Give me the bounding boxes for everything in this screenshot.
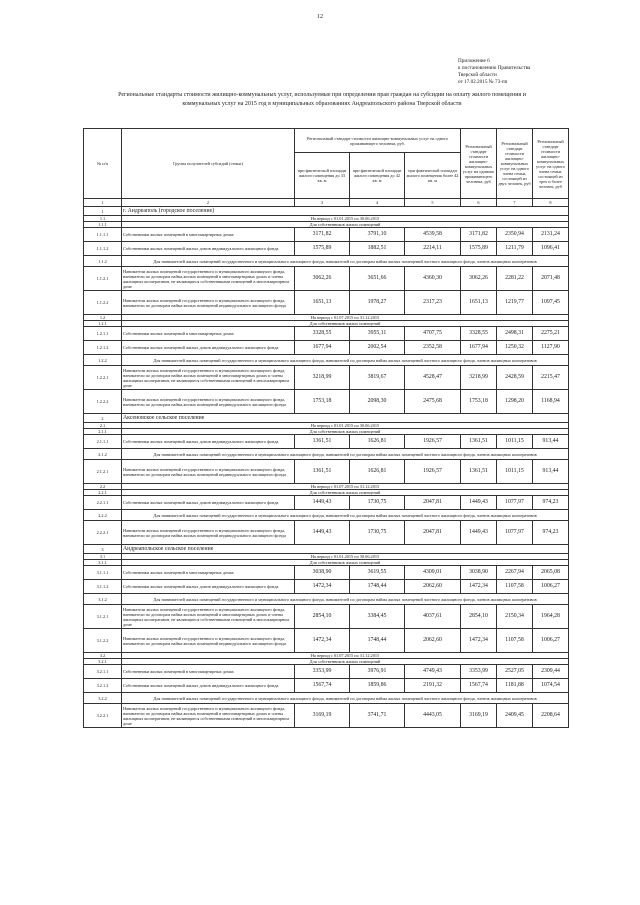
section-label: Для собственников жилых помещений xyxy=(122,490,569,496)
standard-value: 1626,81 xyxy=(350,435,405,449)
standard-value: 1926,57 xyxy=(405,460,461,484)
table-row xyxy=(84,693,569,704)
row-number: 1.2.1.2 xyxy=(84,341,122,355)
row-number: 2.2.1 xyxy=(84,490,122,496)
period-label: На период с 01.07.2015 по 31.12.2015 xyxy=(122,484,569,490)
standard-value: 1567,74 xyxy=(295,679,350,693)
standard-value: 4037,61 xyxy=(405,605,461,629)
row-number: 1.2.2.2 xyxy=(84,390,122,414)
tenant-note: Для нанимателей жилых помещений государственного и муниципального жилищного фонда, нанимателей по договорам найма жилых помещений частного жилищного фонда, членов жилищных кооперативов xyxy=(122,510,569,521)
standard-value: 1449,43 xyxy=(295,496,350,510)
standard-value: 974,23 xyxy=(533,496,569,510)
standard-value: 2428,59 xyxy=(497,366,533,390)
standard-value: 4539,58 xyxy=(405,228,461,242)
column-number: 3 xyxy=(295,199,350,207)
standard-value: 2208,64 xyxy=(533,704,569,728)
appendix-line: от 17.02.2015 № 73-пп xyxy=(458,79,508,85)
header-two: Региональный стандарт стоимости жилищно-коммунальных услуг на одного члена семьи, состоящей из двух человек, руб xyxy=(497,129,533,199)
row-number: 3.2.1 xyxy=(84,659,122,665)
standard-value: 1575,89 xyxy=(295,242,350,256)
municipality-name: г. Андреаполь (городское поселение) xyxy=(122,207,569,216)
period-label: На период с 01.01.2015 по 30.06.2015 xyxy=(122,423,569,429)
standard-value: 1361,51 xyxy=(461,435,497,449)
header-area-42: при фактической площади жилого помещения до 42 кв. м xyxy=(350,153,405,199)
standard-value: 1748,44 xyxy=(350,580,405,594)
page-number: 12 xyxy=(317,14,323,20)
recipient-group: Собственники жилых помещений жилых домов индивидуального жилищного фонда xyxy=(122,341,295,355)
standard-value: 1651,13 xyxy=(461,291,497,315)
table-body xyxy=(84,207,569,728)
row-number: 2.1.1 xyxy=(84,429,122,435)
recipient-group: Наниматели жилых помещений государственного и муниципального жилищного фонда, наниматели по договорам найма жилых помещений индивидуального жилищного фонда xyxy=(122,460,295,484)
standard-value: 1472,34 xyxy=(295,629,350,653)
standard-value: 1361,51 xyxy=(295,460,350,484)
standard-value: 1107,58 xyxy=(497,629,533,653)
standard-value: 3038,90 xyxy=(295,566,350,580)
standard-value: 1219,77 xyxy=(497,291,533,315)
column-number: 8 xyxy=(533,199,569,207)
standard-value: 3169,19 xyxy=(461,704,497,728)
table-row xyxy=(84,366,569,390)
standard-value: 1753,18 xyxy=(295,390,350,414)
row-number: 2.2.2 xyxy=(84,510,122,521)
tenant-note: Для нанимателей жилых помещений государственного и муниципального жилищного фонда, нанимателей по договорам найма жилых помещений частного жилищного фонда, членов жилищных кооперативов xyxy=(122,449,569,460)
standard-value: 1298,20 xyxy=(497,390,533,414)
recipient-group: Наниматели жилых помещений государственного и муниципального жилищного фонда, наниматели по договорам найма жилых помещений в многоквартирных домах и члены жилищных кооперативов, не являющиеся собственниками помещений в многоквартирном доме xyxy=(122,366,295,390)
table-row xyxy=(84,521,569,545)
period-label: На период с 01.01.2015 по 30.06.2015 xyxy=(122,216,569,222)
standard-value: 2350,94 xyxy=(497,228,533,242)
standard-value: 2191,32 xyxy=(405,679,461,693)
table-row xyxy=(84,291,569,315)
row-number: 3.2 xyxy=(84,653,122,659)
standard-value: 4707,75 xyxy=(405,327,461,341)
table-row xyxy=(84,242,569,256)
column-number: 1 xyxy=(84,199,122,207)
table-row xyxy=(84,629,569,653)
recipient-group: Собственники жилых помещений в многоквартирных домах xyxy=(122,566,295,580)
table-row xyxy=(84,414,569,423)
recipient-group: Наниматели жилых помещений государственного и муниципального жилищного фонда, наниматели по договорам найма жилых помещений индивидуального жилищного фонда xyxy=(122,521,295,545)
recipient-group: Собственники жилых помещений в многоквартирных домах xyxy=(122,665,295,679)
standard-value: 1449,43 xyxy=(461,521,497,545)
standard-value: 3062,26 xyxy=(461,267,497,291)
standard-value: 3955,11 xyxy=(350,327,405,341)
appendix-block xyxy=(458,58,530,86)
standard-value: 3353,99 xyxy=(295,665,350,679)
standard-value: 1361,51 xyxy=(295,435,350,449)
row-number: 3 xyxy=(84,545,122,554)
period-label: На период с 01.07.2015 по 31.12.2015 xyxy=(122,315,569,321)
tenant-note: Для нанимателей жилых помещений государственного и муниципального жилищного фонда, нанимателей по договорам найма жилых помещений частного жилищного фонда, членов жилищных кооперативов xyxy=(122,693,569,704)
table-row xyxy=(84,510,569,521)
column-number: 4 xyxy=(350,199,405,207)
table-row xyxy=(84,207,569,216)
standard-value: 3171,82 xyxy=(295,228,350,242)
document-title xyxy=(92,91,552,109)
row-number: 2.2.2.1 xyxy=(84,521,122,545)
standard-value: 3171,82 xyxy=(461,228,497,242)
standard-value: 3038,90 xyxy=(461,566,497,580)
standard-value: 3976,91 xyxy=(350,665,405,679)
table-row xyxy=(84,496,569,510)
row-number: 1.1.1.2 xyxy=(84,242,122,256)
table-row xyxy=(84,341,569,355)
period-label: На период с 01.01.2015 по 30.06.2015 xyxy=(122,554,569,560)
row-number: 3.2.2 xyxy=(84,693,122,704)
standard-value: 1181,88 xyxy=(497,679,533,693)
standard-value: 3384,45 xyxy=(350,605,405,629)
standard-value: 2047,81 xyxy=(405,496,461,510)
standard-value: 3353,99 xyxy=(461,665,497,679)
row-number: 2.2 xyxy=(84,484,122,490)
column-number: 7 xyxy=(497,199,533,207)
recipient-group: Собственники жилых помещений в многоквартирных домах xyxy=(122,327,295,341)
row-number: 3.1.1.1 xyxy=(84,566,122,580)
standard-value: 2150,34 xyxy=(497,605,533,629)
recipient-group: Наниматели жилых помещений государственного и муниципального жилищного фонда, наниматели по договорам найма жилых помещений индивидуального жилищного фонда xyxy=(122,390,295,414)
standard-value: 3328,55 xyxy=(295,327,350,341)
standard-value: 2352,58 xyxy=(405,341,461,355)
standard-value: 1978,27 xyxy=(350,291,405,315)
standard-value: 1250,32 xyxy=(497,341,533,355)
row-number: 2 xyxy=(84,414,122,423)
section-label: Для собственников жилых помещений xyxy=(122,222,569,228)
standard-value: 1651,13 xyxy=(295,291,350,315)
standard-value: 913,44 xyxy=(533,460,569,484)
standard-value: 1077,97 xyxy=(497,521,533,545)
standard-value: 1753,18 xyxy=(461,390,497,414)
standard-value: 1677,94 xyxy=(295,341,350,355)
table-row xyxy=(84,566,569,580)
row-number: 2.1.2 xyxy=(84,449,122,460)
standard-value: 2098,30 xyxy=(350,390,405,414)
standard-value: 2047,81 xyxy=(405,521,461,545)
column-number: 6 xyxy=(461,199,497,207)
row-number: 1.1.2.2 xyxy=(84,291,122,315)
section-label: Для собственников жилых помещений xyxy=(122,560,569,566)
header-three: Региональный стандарт стоимости жилищно-коммунальных услуг на одного члена семьи, состоящей из трех и более человек, руб xyxy=(533,129,569,199)
standard-value: 2475,68 xyxy=(405,390,461,414)
standard-value: 3218,99 xyxy=(295,366,350,390)
row-number: 1.1.1.1 xyxy=(84,228,122,242)
appendix-line: к постановлению Правительства xyxy=(458,65,531,71)
standard-value: 1748,44 xyxy=(350,629,405,653)
section-label: Для собственников жилых помещений xyxy=(122,321,569,327)
recipient-group: Наниматели жилых помещений государственного и муниципального жилищного фонда, наниматели по договорам найма жилых помещений индивидуального жилищного фонда xyxy=(122,629,295,653)
tenant-note: Для нанимателей жилых помещений государственного и муниципального жилищного фонда, нанимателей по договорам найма жилых помещений частного жилищного фонда, членов жилищных кооперативов xyxy=(122,256,569,267)
row-number: 3.1.1 xyxy=(84,560,122,566)
standard-value: 3741,71 xyxy=(350,704,405,728)
standard-value: 3062,26 xyxy=(295,267,350,291)
standard-value: 2215,47 xyxy=(533,366,569,390)
standard-value: 4360,30 xyxy=(405,267,461,291)
standard-value: 2062,60 xyxy=(405,580,461,594)
recipient-group: Собственники жилых помещений жилых домов индивидуального жилищного фонда xyxy=(122,679,295,693)
row-number: 3.2.2.1 xyxy=(84,704,122,728)
standard-value: 2071,48 xyxy=(533,267,569,291)
standard-value: 1449,43 xyxy=(461,496,497,510)
standard-value: 1859,86 xyxy=(350,679,405,693)
header-area-span: Региональный стандарт стоимости жилищно-коммунальных услуг на одного проживающего человека, руб. xyxy=(295,129,461,153)
standard-value: 2062,60 xyxy=(405,629,461,653)
standard-value: 1361,51 xyxy=(461,460,497,484)
table-row xyxy=(84,228,569,242)
standard-value: 2854,10 xyxy=(461,605,497,629)
section-label: Для собственников жилых помещений xyxy=(122,429,569,435)
standard-value: 2002,54 xyxy=(350,341,405,355)
recipient-group: Собственники жилых помещений в многоквартирных домах xyxy=(122,228,295,242)
table-row xyxy=(84,355,569,366)
standard-value: 1211,79 xyxy=(497,242,533,256)
row-number: 3.1.2.2 xyxy=(84,629,122,653)
standard-value: 1127,90 xyxy=(533,341,569,355)
standard-value: 2267,94 xyxy=(497,566,533,580)
standard-value: 1575,89 xyxy=(461,242,497,256)
standard-value: 4443,05 xyxy=(405,704,461,728)
standard-value: 3791,10 xyxy=(350,228,405,242)
table-row xyxy=(84,390,569,414)
header-group: Группа получателей субсидий (семьи) xyxy=(122,129,295,199)
standard-value: 2317,23 xyxy=(405,291,461,315)
standard-value: 974,23 xyxy=(533,521,569,545)
standard-value: 3819,67 xyxy=(350,366,405,390)
row-number: 3.2.1.1 xyxy=(84,665,122,679)
standard-value: 1168,94 xyxy=(533,390,569,414)
recipient-group: Наниматели жилых помещений государственного и муниципального жилищного фонда, наниматели по договорам найма жилых помещений индивидуального жилищного фонда xyxy=(122,291,295,315)
recipient-group: Собственники жилых помещений жилых домов индивидуального жилищного фонда xyxy=(122,435,295,449)
standard-value: 1567,74 xyxy=(461,679,497,693)
standard-value: 1107,58 xyxy=(497,580,533,594)
table-row xyxy=(84,605,569,629)
row-number: 1.1.2.1 xyxy=(84,267,122,291)
table-row xyxy=(84,327,569,341)
standard-value: 1077,97 xyxy=(497,496,533,510)
table-row xyxy=(84,435,569,449)
recipient-group: Наниматели жилых помещений государственного и муниципального жилищного фонда, наниматели по договорам найма жилых помещений в многоквартирных домах и члены жилищных кооперативов, не являющиеся собственниками помещений в многоквартирном доме xyxy=(122,267,295,291)
table-row xyxy=(84,267,569,291)
standard-value: 4528,47 xyxy=(405,366,461,390)
title-line: Региональные стандарты стоимости жилищно-коммунальных услуг, используемые при определении прав граждан на субсидии на оплату жилого помещения и xyxy=(118,92,526,98)
header-area-over-42: при фактической площади жилого помещения более 42 кв. м xyxy=(405,153,461,199)
standard-value: 913,44 xyxy=(533,435,569,449)
header-single: Региональный стандарт стоимости жилищно-коммунальных услуг на одиноко проживающего человека, руб xyxy=(461,129,497,199)
standard-value: 1006,27 xyxy=(533,580,569,594)
standard-value: 1096,41 xyxy=(533,242,569,256)
table-row xyxy=(84,256,569,267)
standard-value: 1626,81 xyxy=(350,460,405,484)
row-number: 2.1 xyxy=(84,423,122,429)
row-number: 3.1.1.2 xyxy=(84,580,122,594)
standard-value: 1472,34 xyxy=(295,580,350,594)
standard-value: 1730,75 xyxy=(350,496,405,510)
standard-value: 1677,94 xyxy=(461,341,497,355)
row-number: 1.2.2 xyxy=(84,355,122,366)
standard-value: 1074,54 xyxy=(533,679,569,693)
table-row xyxy=(84,460,569,484)
row-number: 3.2.1.2 xyxy=(84,679,122,693)
recipient-group: Наниматели жилых помещений государственного и муниципального жилищного фонда, наниматели по договорам найма жилых помещений в многоквартирных домах и члены жилищных кооперативов, не являющиеся собственниками помещений в многоквартирном доме xyxy=(122,704,295,728)
row-number: 1.1 xyxy=(84,216,122,222)
row-number: 1.2 xyxy=(84,315,122,321)
standard-value: 1730,75 xyxy=(350,521,405,545)
row-number: 2.1.2.1 xyxy=(84,460,122,484)
table-row xyxy=(84,580,569,594)
row-number: 3.1 xyxy=(84,554,122,560)
row-number: 1.2.1.1 xyxy=(84,327,122,341)
row-number: 1.1.2 xyxy=(84,256,122,267)
standard-value: 1006,27 xyxy=(533,629,569,653)
standard-value: 2409,45 xyxy=(497,704,533,728)
recipient-group: Собственники жилых помещений жилых домов индивидуального жилищного фонда xyxy=(122,496,295,510)
standard-value: 1472,34 xyxy=(461,629,497,653)
recipient-group: Собственники жилых помещений жилых домов индивидуального жилищного фонда xyxy=(122,242,295,256)
standard-value: 3218,99 xyxy=(461,366,497,390)
row-number: 1 xyxy=(84,207,122,216)
standard-value: 1964,28 xyxy=(533,605,569,629)
standard-value: 1011,15 xyxy=(497,460,533,484)
table-row xyxy=(84,665,569,679)
table-row xyxy=(84,679,569,693)
standard-value: 2498,31 xyxy=(497,327,533,341)
standard-value: 4749,43 xyxy=(405,665,461,679)
section-label: Для собственников жилых помещений xyxy=(122,659,569,665)
tenant-note: Для нанимателей жилых помещений государственного и муниципального жилищного фонда, нанимателей по договорам найма жилых помещений частного жилищного фонда, членов жилищных кооперативов xyxy=(122,594,569,605)
standard-value: 2275,21 xyxy=(533,327,569,341)
appendix-line: Тверской области xyxy=(458,72,497,78)
standard-value: 2131,24 xyxy=(533,228,569,242)
row-number: 1.2.1 xyxy=(84,321,122,327)
standard-value: 1472,34 xyxy=(461,580,497,594)
standard-value: 3651,66 xyxy=(350,267,405,291)
table-row xyxy=(84,449,569,460)
municipality-name: Андреапольское сельское поселение xyxy=(122,545,569,554)
column-number: 5 xyxy=(405,199,461,207)
title-line: коммунальных услуг на 2015 год в муниципальных образованиях Андреапольского района Тверской области xyxy=(182,101,462,107)
standard-value: 1097,45 xyxy=(533,291,569,315)
table-row xyxy=(84,704,569,728)
recipient-group: Наниматели жилых помещений государственного и муниципального жилищного фонда, наниматели по договорам найма жилых помещений в многоквартирных домах и члены жилищных кооперативов, не являющиеся собственниками помещений в многоквартирном доме xyxy=(122,605,295,629)
appendix-line: Приложение 6 xyxy=(458,58,490,64)
row-number: 1.2.2.1 xyxy=(84,366,122,390)
row-number: 3.1.2.1 xyxy=(84,605,122,629)
row-number: 3.1.2 xyxy=(84,594,122,605)
header-area-33: при фактической площади жилого помещения до 33 кв. м xyxy=(295,153,350,199)
municipality-name: Аксеновское сельское поселение xyxy=(122,414,569,423)
standard-value: 2854,10 xyxy=(295,605,350,629)
standard-value: 2527,05 xyxy=(497,665,533,679)
recipient-group: Собственники жилых помещений жилых домов индивидуального жилищного фонда xyxy=(122,580,295,594)
standard-value: 1449,43 xyxy=(295,521,350,545)
standard-value: 2214,11 xyxy=(405,242,461,256)
table-row xyxy=(84,545,569,554)
header-num: № п/п xyxy=(84,129,122,199)
standard-value: 3619,55 xyxy=(350,566,405,580)
standard-value: 3169,19 xyxy=(295,704,350,728)
standards-table xyxy=(83,128,569,728)
row-number: 2.1.1.1 xyxy=(84,435,122,449)
standard-value: 2281,22 xyxy=(497,267,533,291)
standard-value: 2065,08 xyxy=(533,566,569,580)
standard-value: 1011,15 xyxy=(497,435,533,449)
table-row xyxy=(84,594,569,605)
standard-value: 1926,57 xyxy=(405,435,461,449)
period-label: На период с 01.07.2015 по 31.12.2015 xyxy=(122,653,569,659)
column-number: 2 xyxy=(122,199,295,207)
row-number: 2.2.1.1 xyxy=(84,496,122,510)
standard-value: 4309,01 xyxy=(405,566,461,580)
standard-value: 3328,55 xyxy=(461,327,497,341)
standard-value: 2309,44 xyxy=(533,665,569,679)
standard-value: 1882,51 xyxy=(350,242,405,256)
tenant-note: Для нанимателей жилых помещений государственного и муниципального жилищного фонда, нанимателей по договорам найма жилых помещений частного жилищного фонда, членов жилищных кооперативов xyxy=(122,355,569,366)
row-number: 1.1.1 xyxy=(84,222,122,228)
